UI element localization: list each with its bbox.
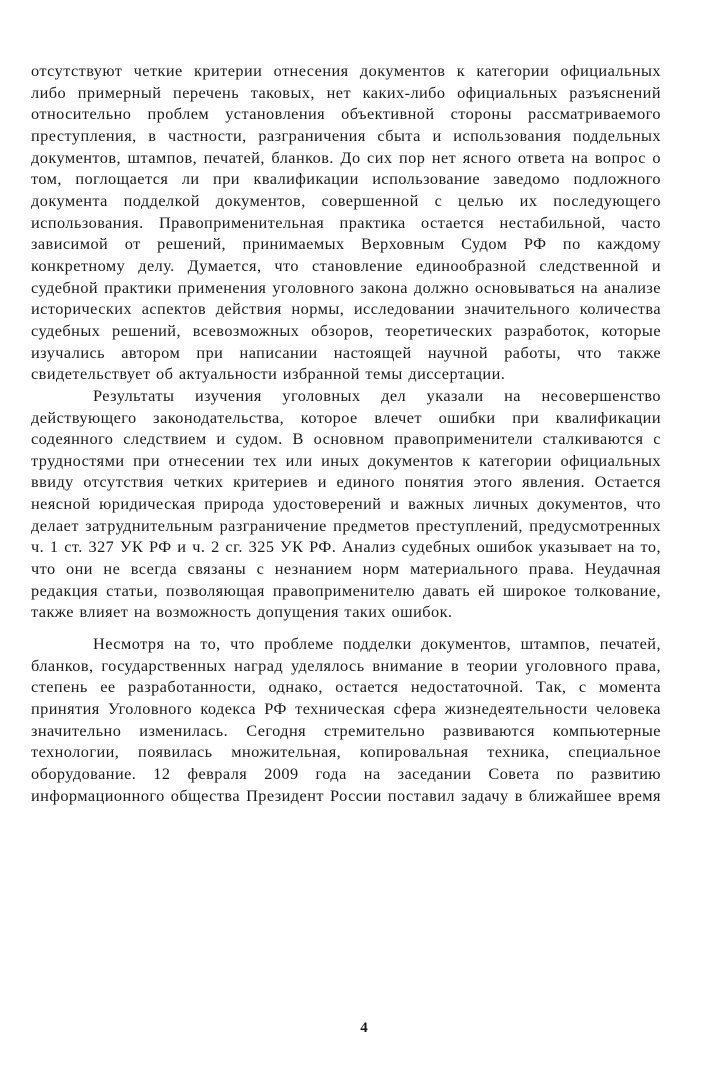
paragraph-2: Результаты изучения уголовных дел указали на несовершенство действующего законодательства, которое влечет ошибки при квалификации содеянного следствием и судом. В основном правоприменители сталкиваются с трудностями при отнесении тех или иных документов к категории официальных ввиду отсутствия четких критериев и единого понятия этого явления. Остается неясной юридическая природа удостоверений и важных личных документов, что делает затруднительным разграничение предметов преступлений, предусмотренных ч. 1 ст. 327 УК РФ и ч. 2 сг. 325 УК РФ. Анализ судебных ошибок указывает на то, что они не всегда связаны с незнанием норм материального права. Неудачная редакция статьи, позволяющая правоприменителю давать ей широкое толкование, также влияет на возможность допущения таких ошибок.	[31, 385, 661, 622]
paragraph-gap	[31, 623, 661, 633]
body-text	[31, 60, 661, 806]
paragraph-3: Несмотря на то, что проблеме подделки документов, штампов, печатей, бланков, государственных наград уделялось внимание в теории уголовного права, степень ее разработанности, однако, остается недостаточной. Так, с момента принятия Уголовного кодекса РФ техническая сфера жизнедеятельности человека значительно изменилась. Сегодня стремительно развиваются компьютерные технологии, появилась множительная, копировальная техника, специальное оборудование. 12 февраля 2009 года на заседании Совета по развитию информационного общества Президент России поставил задачу в ближайшее время	[31, 634, 661, 805]
page-number: 4	[360, 1020, 368, 1036]
paragraph-1: отсутствуют четкие критерии отнесения документов к категории официальных либо примерный перечень таковых, нет каких-либо официальных разъяснений относительно проблем установления объективной стороны рассматриваемого преступления, в частности, разграничения сбыта и использования поддельных документов, штампов, печатей, бланков. До сих пор нет ясного ответа на вопрос о том, поглощается ли при квалификации использование заведомо подложного документа подделкой документов, совершенной с целью их последующего использования. Правоприменительная практика остается нестабильной, часто зависимой от решений, принимаемых Верховным Судом РФ по каждому конкретному делу. Думается, что становление единообразной следственной и судебной практики применения уголовного закона должно основываться на анализе исторических аспектов действия нормы, исследовании значительного количества судебных решений, всевозможных обзоров, теоретических разработок, которые изучались автором при написании настоящей научной работы, что также свидетельствует об актуальности избранной темы диссертации.	[31, 61, 661, 384]
